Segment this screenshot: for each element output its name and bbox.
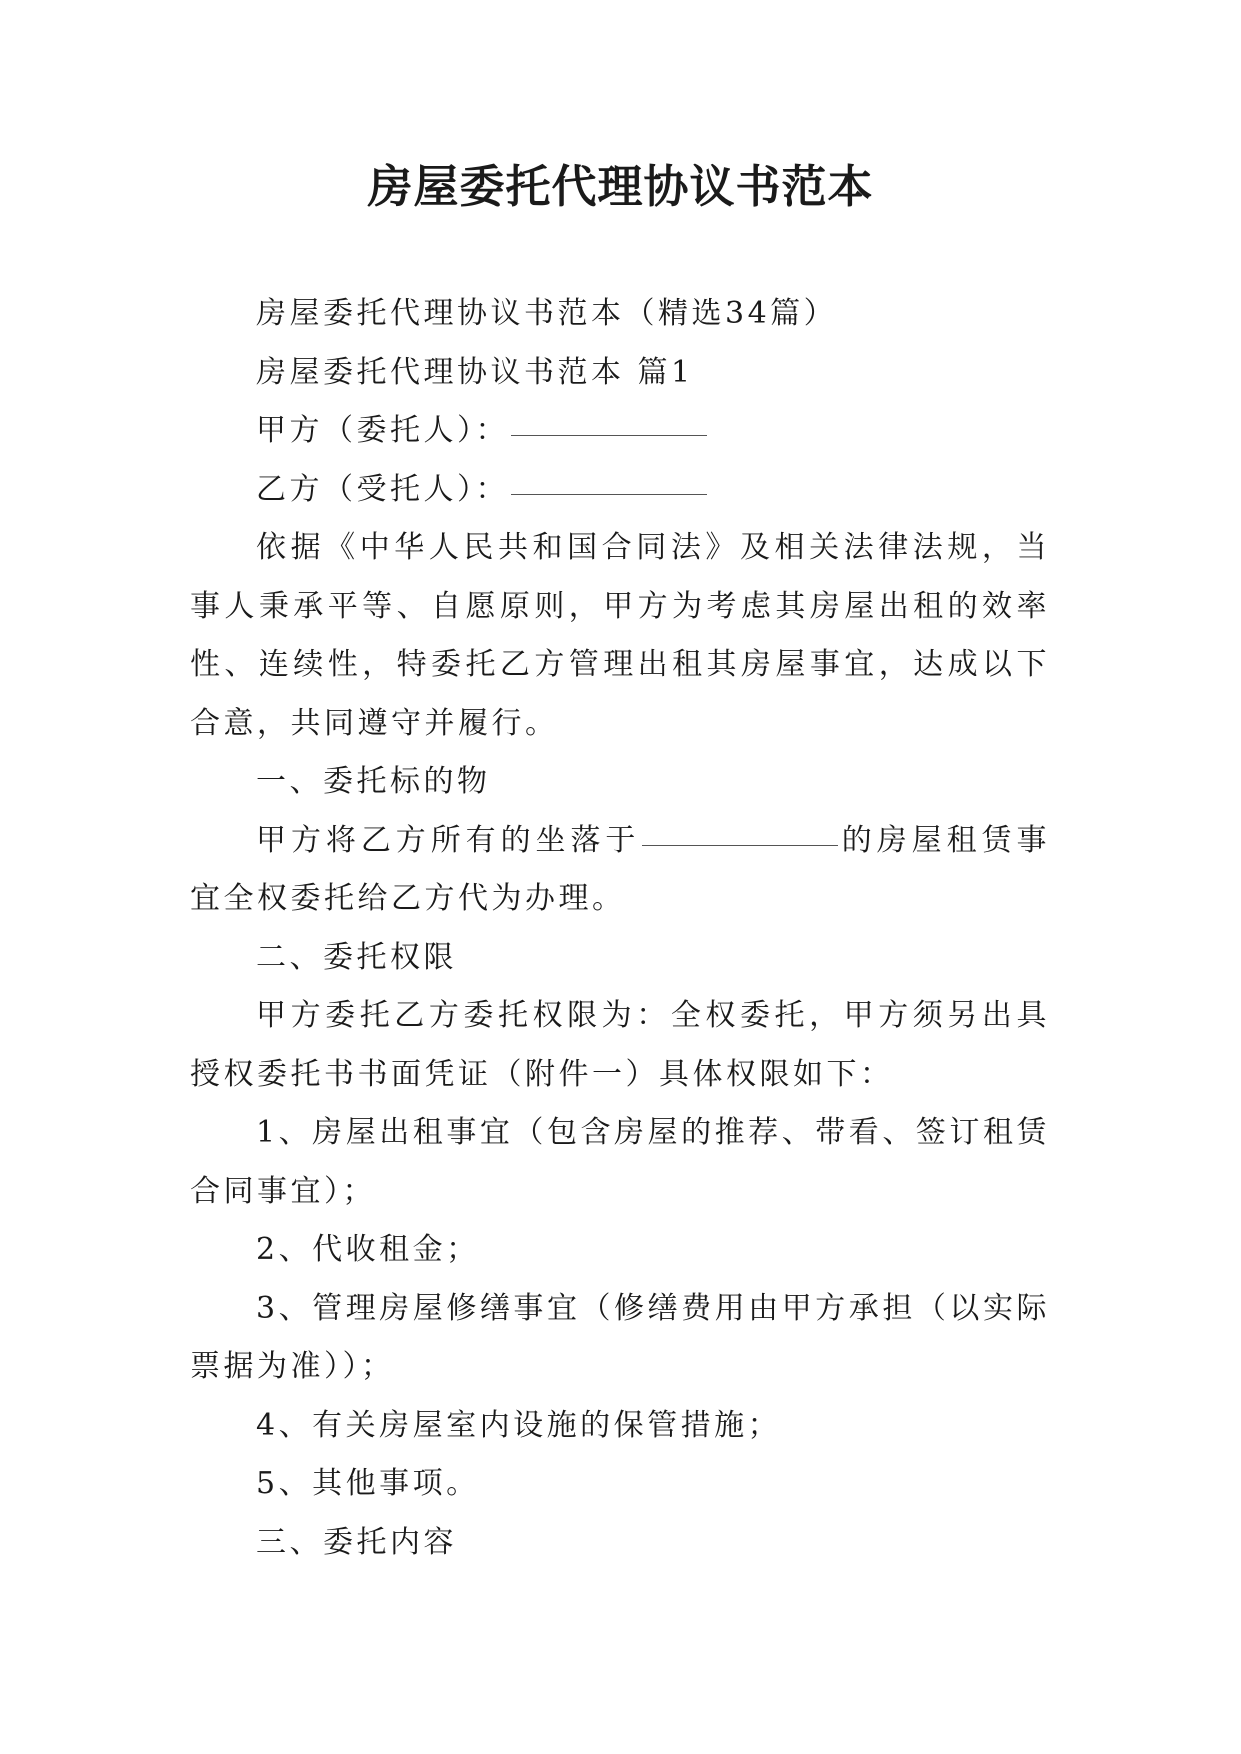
list-item: 4、有关房屋室内设施的保管措施； (256, 1407, 782, 1443)
chapter-heading: 房屋委托代理协议书范本 篇1 (256, 354, 694, 390)
section-2-heading: 二、委托权限 (256, 939, 457, 975)
party-a-line (190, 402, 1050, 461)
section-1-heading: 一、委托标的物 (256, 764, 491, 799)
list-item: 2、代收租金； (256, 1232, 480, 1267)
preamble-paragraph: 依据《中华人民共和国合同法》及相关法律法规，当事人秉承平等、自愿原则，甲方为考虑其房屋出租的效率性、连续性，特委托乙方管理出租其房屋事宜，达成以下合意，共同遵守并履行。 (190, 530, 1050, 741)
list-item: 3、管理房屋修缮事宜（修缮费用由甲方承担（以实际票据为准））； (190, 1290, 1050, 1384)
party-a-label: 甲方（委托人）： (256, 413, 509, 448)
party-b-blank (511, 464, 707, 495)
party-b-line (190, 461, 1050, 520)
section-2-intro: 甲方委托乙方委托权限为：全权委托，甲方须另出具授权委托书书面凭证（附件一）具体权限如下： (190, 998, 1050, 1092)
document-subtitle: 房屋委托代理协议书范本（精选34篇） (256, 296, 838, 331)
section-3-heading: 三、委托内容 (256, 1524, 457, 1560)
document-title: 房屋委托代理协议书范本 (367, 160, 874, 213)
document-body (190, 285, 1050, 1572)
section-1-paragraph (190, 812, 1050, 929)
party-a-blank (511, 405, 707, 436)
list-item: 5、其他事项。 (256, 1466, 480, 1501)
list-item: 1、房屋出租事宜（包含房屋的推荐、带看、签订租赁合同事宜）； (190, 1115, 1050, 1209)
property-location-blank (642, 815, 838, 846)
party-b-label: 乙方（受托人）： (256, 471, 509, 507)
section-1-text-after: 的房屋租赁事宜全权委托给乙方代为办理。 (190, 822, 1051, 916)
section-1-text-before: 甲方将乙方所有的坐落于 (256, 822, 641, 858)
